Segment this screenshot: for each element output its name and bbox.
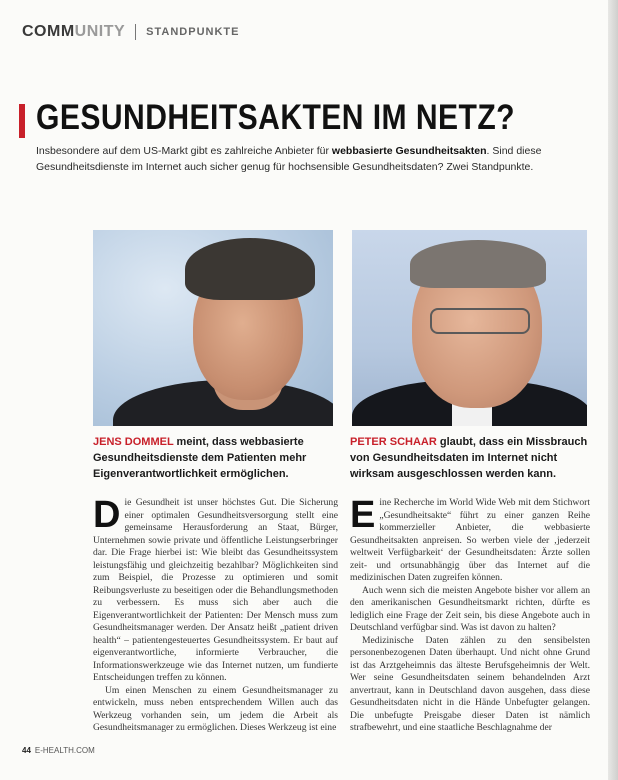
paragraph: Auch wenn sich die meisten Angebote bisher vor allem an den amerikanischen Gesundheitsmarkt richten, dürfte es lediglich eine Frage der Zeit sein, bis diese Angebote auch in Deutschland verfügbar sind. Was ist davon zu halten? (350, 584, 590, 633)
portrait-glasses (430, 308, 530, 334)
paragraph: ie Gesundheit ist unser höchstes Gut. Die Sicherung einer optimalen Gesundheitsversorgung stellt eine gemeinsame Herausforderung an Staat, Bürger, Unternehmen sowie private und öffentliche Leistungserbringer dar. Die Frage hierbei ist: Wie bleibt das Gesundheitssystem leistungsfähig und gleichzeitig bezahlbar? Möglichkeiten sind zum Beispiel, die Prozesse zu optimieren und somit Reibungsverluste zu beseitigen oder die Behandlungsmethoden zu verbessern. Es muss sich aber auch die Eigenverantwortlichkeit der Patienten: Der Mensch muss zum Gesundheitsmanager werden. Der Ansatz heißt „patient driven health“ – patientengesteuertes Gesundheitssystem. Er baut auf eigenverantwortliche, informierte Verbraucher, die Informationswerkzeuge wie das Internet nutzen, um fundierte Entscheidungen treffen zu können. (93, 497, 338, 683)
title-accent-bar (19, 104, 25, 138)
dropcap-left: D (93, 494, 121, 536)
portrait-hair (185, 238, 315, 300)
caption-right (350, 434, 600, 482)
page-number: 44 (22, 746, 31, 755)
paragraph: Medizinische Daten zählen zu den sensibelsten personenbezogenen Daten überhaupt. Und nicht ohne Grund ist das Arztgeheimnis das älteste Berufsgeheimnis der Welt. Wer seine Gesundheitsdaten seinem behandelnden Arzt anvertraut, kann in Deutschland davon ausgehen, dass diese Gesundheitsdaten nicht in die Hände Unbefugter gelangen. Die unbefugte Preisgabe dieser Daten ist nämlich strafbewehrt, und eine staatliche Beschlagnahme der (350, 634, 590, 733)
column-right (350, 494, 590, 735)
article-intro (36, 143, 611, 175)
page-footer (22, 746, 95, 755)
intro-highlight: webbasierte Gesundheitsakten (331, 145, 487, 157)
column-left (93, 494, 338, 735)
author-name-left: JENS DOMMEL (93, 436, 174, 448)
magazine-brand: E-HEALTH.COM (34, 746, 95, 755)
subsection-label: STANDPUNKTE (146, 26, 240, 38)
intro-text-2: . Sind diese Gesundheitsdienste im Internet auch sicher genug für hochsensible Gesundheitsdaten? Zwei Standpunkte. (36, 145, 542, 173)
section-header (22, 22, 239, 42)
paragraph: Um einen Menschen zu einem Gesundheitsmanager zu entwickeln, muss neben entsprechendem Willen auch das Werkzeug vorhanden sein, um jedem die Arbeit als Gesundheitsmanager zu ermöglichen. Dieses Werkzeug ist eine (93, 684, 338, 733)
portrait-jens-dommel (93, 230, 333, 426)
paragraph: ine Recherche im World Wide Web mit dem Stichwort „Gesundheitsakte“ führt zu einer ganzen Reihe kommerzieller Anbieter, die webbasierte Gesundheitsakten anpreisen. So werben viele der ‚jederzeit weltweit Verfügbarkeit‘ der Gesundheitsdaten: Ärzte sollen zeit- und ortsunabhängig über das Internet auf die medizinischen Daten zugreifen können. (350, 497, 590, 583)
caption-left (93, 434, 338, 482)
page-edge (608, 0, 618, 780)
portrait-hair (410, 240, 546, 288)
caption-text-left: meint, dass webbasierte Gesundheitsdienste dem Patienten mehr Eigenverantwortlichkeit ermöglichen. (93, 436, 307, 480)
dropcap-right: E (350, 494, 376, 536)
section-label-comm: COMM (22, 23, 75, 40)
caption-text-right: glaubt, dass ein Missbrauch von Gesundheitsdaten im Internet nicht wirksam ausgeschlossen werden kann. (350, 436, 588, 480)
portrait-peter-schaar (352, 230, 587, 426)
author-name-right: PETER SCHAAR (350, 436, 437, 448)
intro-text-1: Insbesondere auf dem US-Markt gibt es zahlreiche Anbieter für (36, 145, 332, 157)
header-divider (135, 24, 136, 40)
section-label-unity: UNITY (74, 23, 126, 40)
article-title: GESUNDHEITSAKTEN IM NETZ? (36, 98, 515, 137)
